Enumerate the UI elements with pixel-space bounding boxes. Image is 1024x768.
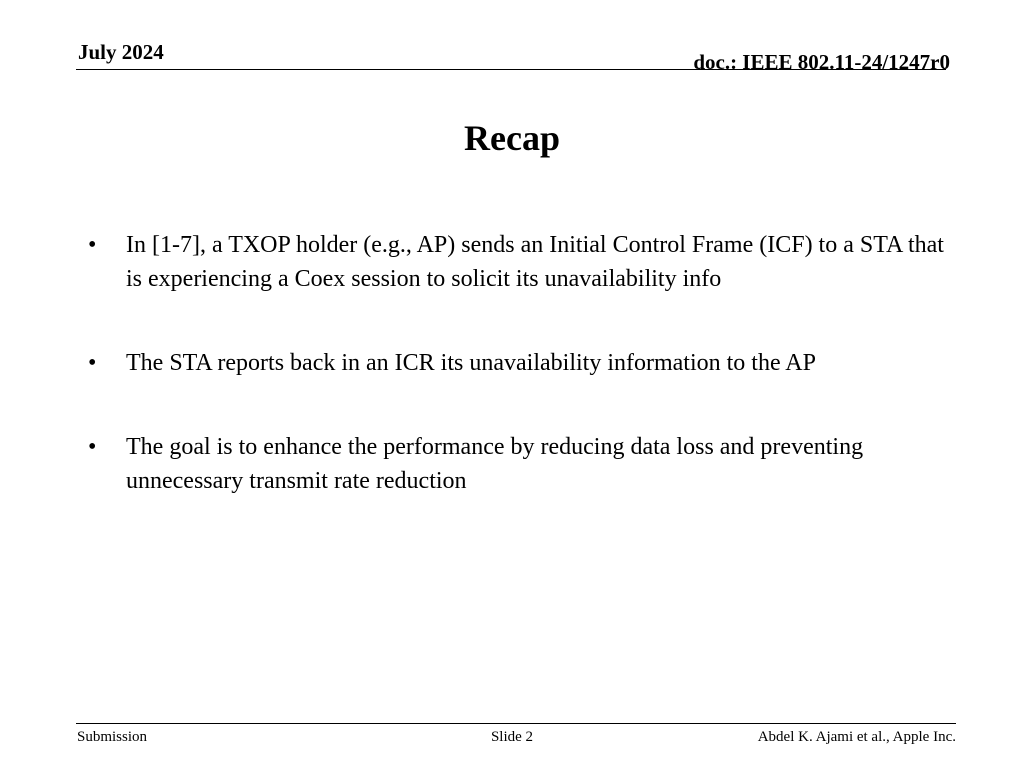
bullet-text: The STA reports back in an ICR its unavailability information to the AP [126,350,816,376]
bullet-item [80,346,960,380]
bullet-text: In [1-7], a TXOP holder (e.g., AP) sends an Initial Control Frame (ICF) to a STA that is experiencing a Coex session to solicit its unavailability info [126,232,944,292]
header-doc-id: doc.: IEEE 802.11-24/1247r0 [693,50,950,74]
footer-slide-number: Slide 2 [490,729,534,745]
footer-divider [76,723,956,724]
footer-authors: Abdel K. Ajami et al., Apple Inc. [757,729,956,745]
footer-submission: Submission [77,729,148,745]
slide-title: Recap [464,118,560,158]
header-date: July 2024 [78,40,164,64]
bullet-icon: • [88,350,97,376]
bullet-icon: • [88,434,97,460]
bullet-text: The goal is to enhance the performance by reducing data loss and preventing unnecessary transmit rate reduction [126,434,864,494]
bullet-icon: • [88,232,97,258]
bullet-item [80,430,960,498]
bullet-item [80,228,960,296]
bullet-list [80,228,960,548]
header-divider [76,69,946,70]
